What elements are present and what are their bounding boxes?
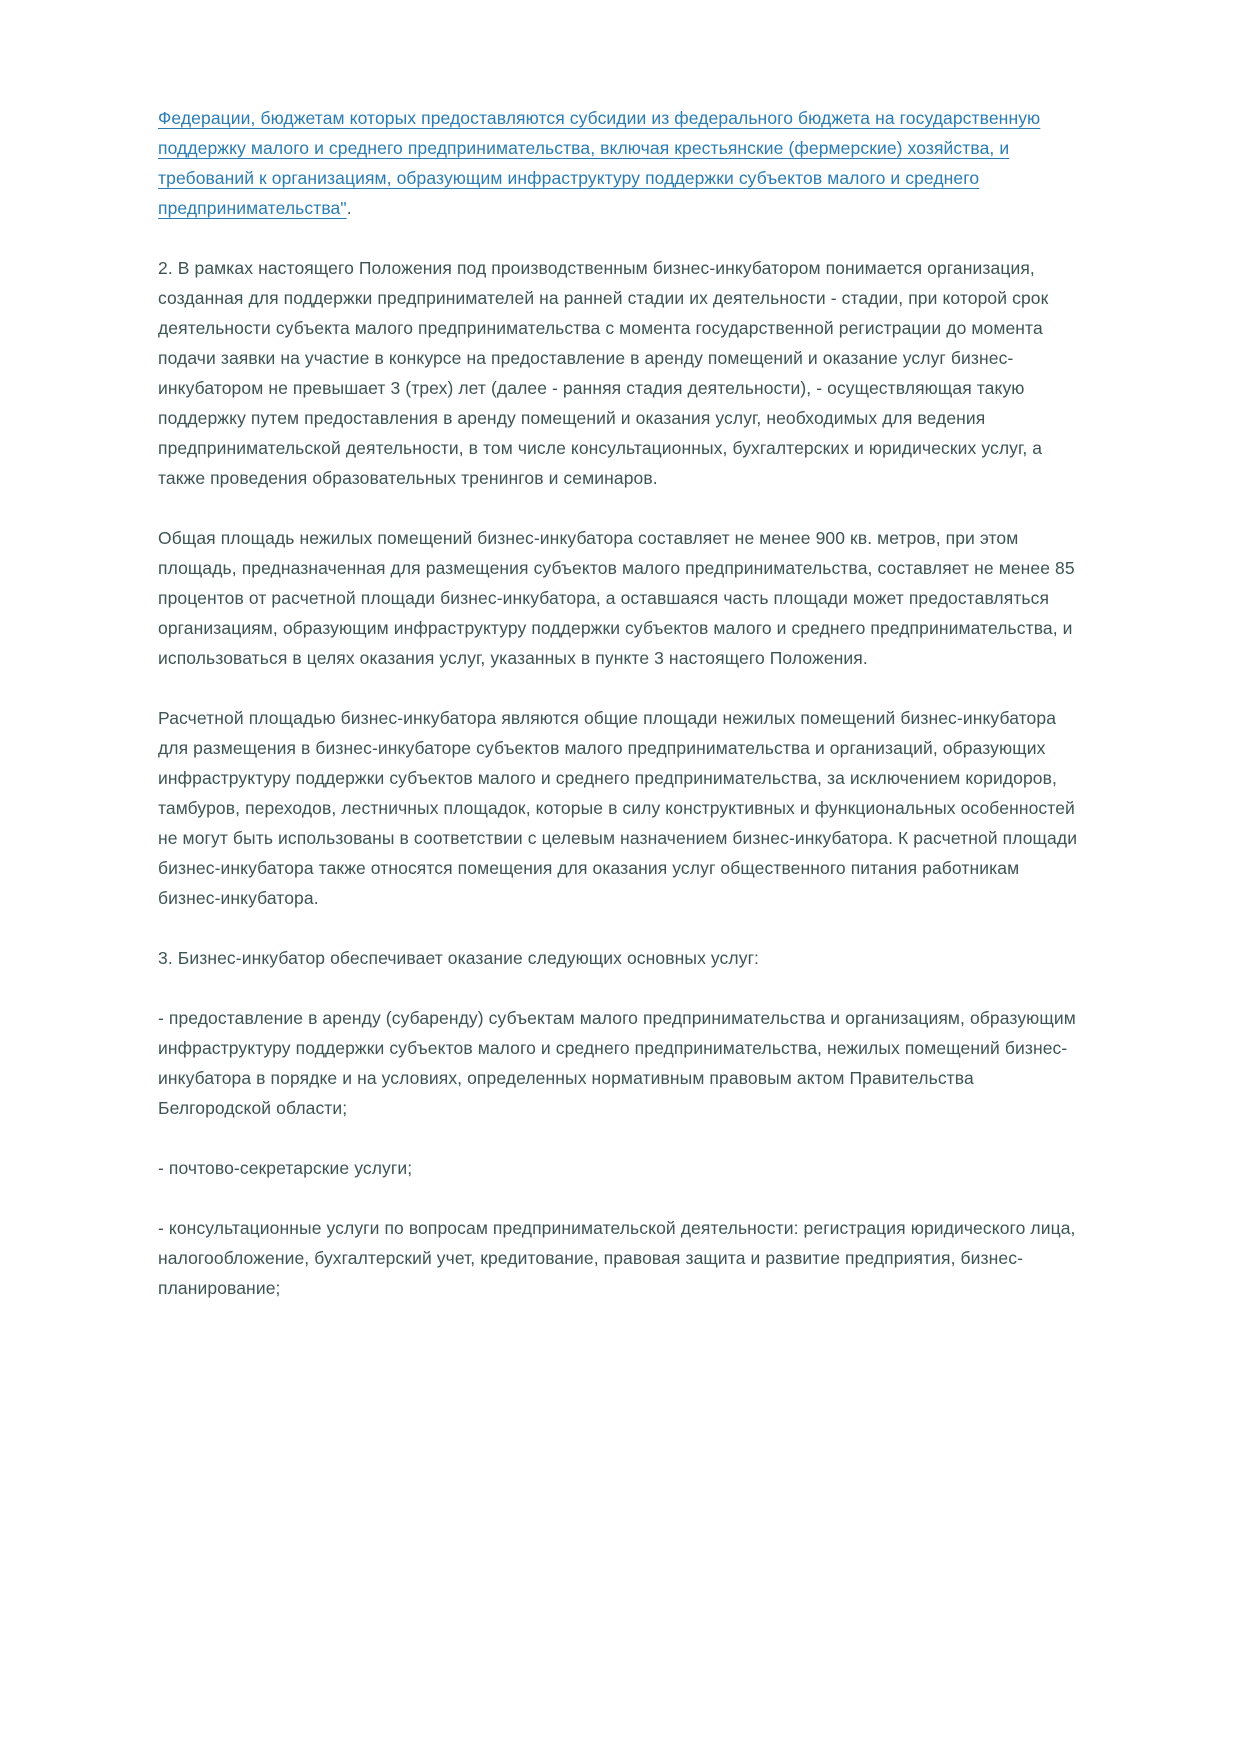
paragraph-total-area: Общая площадь нежилых помещений бизнес-инкубатора составляет не менее 900 кв. метров, при этом площадь, предназначенная для размещения субъектов малого предпринимательства, составляет не менее 85 процентов от расчетной площади бизнес-инкубатора, а оставшаяся часть площади может предоставляться организациям, образующим инфраструктуру поддержки субъектов малого и среднего предпринимательства, и использоваться в целях оказания услуг, указанных в пункте 3 настоящего Положения. — [158, 528, 1075, 668]
link-paragraph — [158, 103, 1082, 223]
paragraph-point-3: 3. Бизнес-инкубатор обеспечивает оказание следующих основных услуг: — [158, 948, 760, 968]
paragraph-point-2: 2. В рамках настоящего Положения под производственным бизнес-инкубатором понимается организация, созданная для поддержки предпринимателей на ранней стадии их деятельности - стадии, при которой срок деятельности субъекта малого предпринимательства с момента государственной регистрации до момента подачи заявки на участие в конкурсе на предоставление в аренду помещений и оказание услуг бизнес-инкубатором не превышает 3 (трех) лет (далее - ранняя стадия деятельности), - осуществляющая такую поддержку путем предоставления в аренду помещений и оказания услуг, необходимых для ведения предпринимательской деятельности, в том числе консультационных, бухгалтерских и юридических услуг, а также проведения образовательных тренингов и семинаров. — [158, 258, 1049, 488]
paragraph-service-consulting: - консультационные услуги по вопросам предпринимательской деятельности: регистрация юридического лица, налогообложение, бухгалтерский учет, кредитование, правовая защита и развитие предприятия, бизнес-планирование; — [158, 1218, 1076, 1298]
paragraph-calculated-area: Расчетной площадью бизнес-инкубатора являются общие площади нежилых помещений бизнес-инкубатора для размещения в бизнес-инкубаторе субъектов малого предпринимательства и организаций, образующих инфраструктуру поддержки субъектов малого и среднего предпринимательства, за исключением коридоров, тамбуров, переходов, лестничных площадок, которые в силу конструктивных и функциональных особенностей не могут быть использованы в соответствии с целевым назначением бизнес-инкубатора. К расчетной площади бизнес-инкубатора также относятся помещения для оказания услуг общественного питания работникам бизнес-инкубатора. — [158, 708, 1078, 908]
link-paragraph-suffix: . — [346, 198, 352, 218]
document-body — [158, 103, 1082, 1303]
legal-reference-link[interactable]: Федерации, бюджетам которых предоставляются субсидии из федерального бюджета на государственную поддержку малого и среднего предпринимательства, включая крестьянские (фермерские) хозяйства, и требований к организациям, образующим инфраструктуру поддержки субъектов малого и среднего предпринимательства" — [158, 108, 1041, 218]
paragraph-service-postal: - почтово-секретарские услуги; — [158, 1158, 413, 1178]
paragraph-service-rent: - предоставление в аренду (субаренду) субъектам малого предпринимательства и организациям, образующим инфраструктуру поддержки субъектов малого и среднего предпринимательства, нежилых помещений бизнес-инкубатора в порядке и на условиях, определенных нормативным правовым актом Правительства Белгородской области; — [158, 1008, 1076, 1118]
